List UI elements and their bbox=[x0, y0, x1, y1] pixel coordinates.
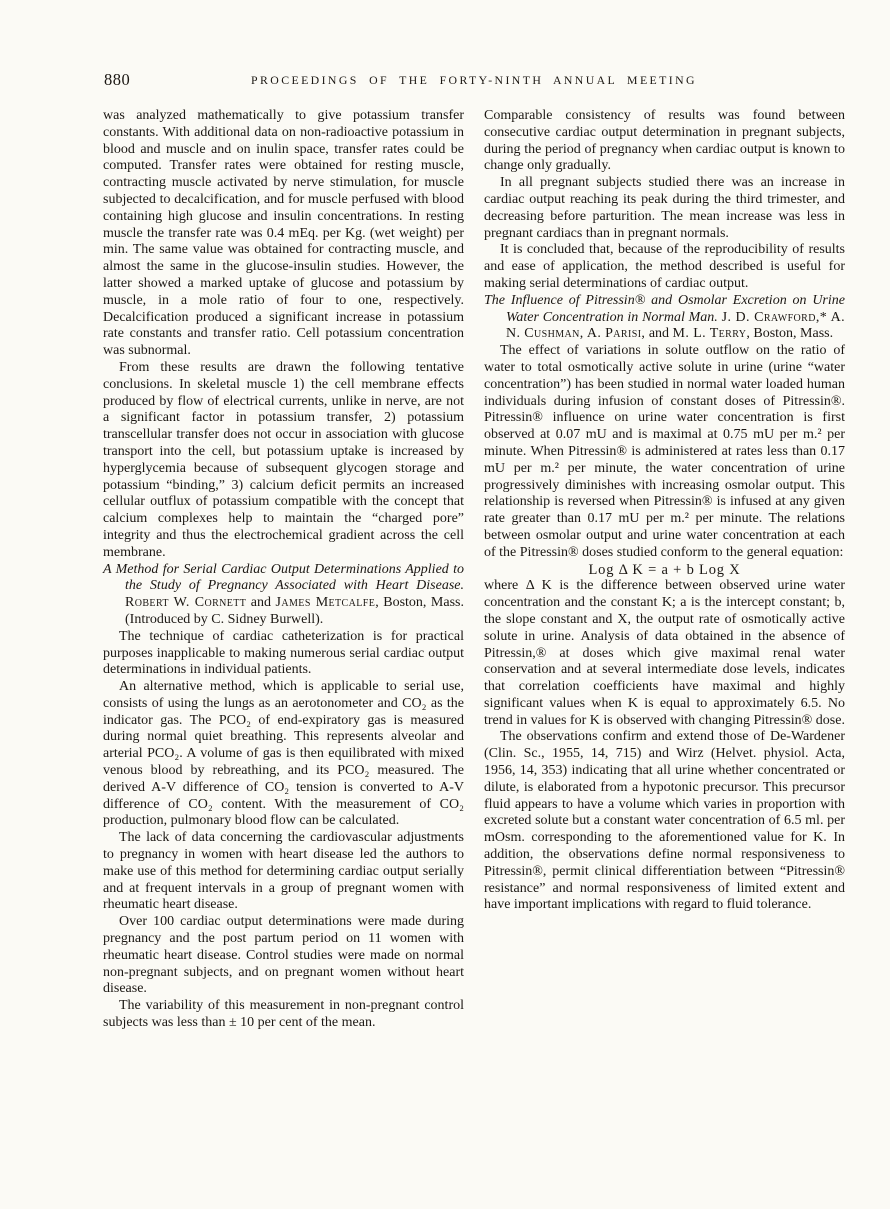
abstract-paragraph: In all pregnant subjects studied there was an increase in cardiac output reaching its peak during the third trimester, and decreasing before parturition. The mean increase was less in pregnant cardiacs than in pregnant normals. bbox=[484, 175, 845, 241]
abstract-title: A Method for Serial Cardiac Output Determinations Applied to the Study of Pregnancy Associated with Heart Disease. bbox=[103, 561, 464, 594]
author-name: Robert W. Cornett bbox=[125, 595, 247, 611]
running-head: PROCEEDINGS OF THE FORTY-NINTH ANNUAL MEETING bbox=[251, 73, 697, 87]
abstract-paragraph: From these results are drawn the following tentative conclusions. In skeletal muscle 1) the cell membrane effects produced by flow of electrical currents, unlike in nerve, are not a significant factor in potassium transfer, 2) potassium transcellular transfer does not occur in association with glucose transport into the cell, but potassium uptake is increased by hyperglycemia because of subsequent glycogen storage and potassium “binding,” 3) calcium deficit permits an increased cellular outflux of potassium compatible with the concept that calcium complexes help to maintain the “charged pore” integrity and thus the electrochemical gradient across the cell membrane. bbox=[103, 359, 464, 560]
abstract-paragraph: The observations confirm and extend those of De-Wardener (Clin. Sc., 1955, 14, 715) and Wirz (Helvet. physiol. Acta, 1956, 14, 353) indicating that all urine whether concentrated or dilute, is elaborated from a hypotonic precursor. This precursor fluid appears to have a volume which varies in proportion with excreted solute but a constant water concentration of 6.5 ml. per mOsm. corresponding to the aforementioned value for K. In addition, the observations define normal responsiveness to Pitressin®, permit clinical differentiation between “Pitressin® resistance” and normal responsiveness of limited extent and have important implications with regard to fluid tolerance. bbox=[484, 729, 845, 913]
author-name: James Metcalfe bbox=[275, 595, 376, 611]
abstract-paragraph: The lack of data concerning the cardiovascular adjustments to pregnancy in women with heart disease led the authors to make use of this method for determining cardiac output serially and at frequent intervals in a group of pregnant women with rheumatic heart disease. bbox=[103, 830, 464, 913]
abstract-paragraph: The effect of variations in solute outflow on the ratio of water to total osmotically active solute in urine (urine “water concentration”) has been studied in normal water loaded human individuals during infusion of constant doses of Pitressin®. Pitressin® influence on urine water concentration is first observed at 0.07 mU and is maximal at 0.75 mU per m.² per minute. When Pitressin® is administered at rates less than 0.17 mU per m.² per minute, the water concentration of urine progressively diminishes with increasing osmolar output. This relationship is reversed when Pitressin® is infused at any given rate greater than 0.17 mU per m.² per minute. The relations between osmolar output and urine water concentration at each of the Pitressin® doses studied conform to the general equation: bbox=[484, 343, 845, 560]
abstract-paragraph: Over 100 cardiac output determinations were made during pregnancy and the post partum period on 11 women with rheumatic heart disease. Control studies were made on normal non-pregnant subjects, and on pregnant women without heart disease. bbox=[103, 914, 464, 997]
abstract-title: The Influence of Pitressin® and Osmolar Excretion on Urine Water Concentration in Normal Man. bbox=[484, 292, 845, 325]
abstract-paragraph: where Δ K is the difference between observed urine water concentration and the constant K; a is the intercept constant; b, the slope constant and X, the output rate of osmotically active solute in urine. Analysis of data obtained in the absence of Pitressin,® at doses which give maximal renal water conservation and at several intermediate dose levels, indicates that correlation coefficients have maximal and highly significant values when K is equal to approximately 6.5. No trend in values for K is observed with changing Pitressin® dose. bbox=[484, 578, 845, 728]
abstract-paragraph: The technique of cardiac catheterization is for practical purposes inapplicable to making numerous serial cardiac output determinations in individual patients. bbox=[103, 628, 464, 678]
author-name: M. L. Terry bbox=[672, 326, 747, 342]
author-affiliation: , Boston, Mass. bbox=[746, 326, 834, 342]
equation: Log Δ K = a + b Log X bbox=[588, 561, 741, 578]
page-header bbox=[103, 70, 845, 92]
abstract-paragraph: Comparable consistency of results was found between consecutive cardiac output determination in pregnant subjects, during the period of pregnancy when cardiac output is known to change only gradually. bbox=[484, 108, 845, 174]
scanned-page bbox=[103, 70, 845, 1032]
author-affiliation: , Boston, Mass. (Introduced by C. Sidney Burwell). bbox=[125, 595, 464, 627]
abstract-paragraph: It is concluded that, because of the reproducibility of results and ease of application, the method described is useful for making serial determinations of cardiac output. bbox=[484, 242, 845, 291]
abstract-paragraph: The variability of this measurement in non-pregnant control subjects was less than ± 10 per cent of the mean. bbox=[103, 998, 464, 1031]
abstract-heading bbox=[484, 293, 845, 343]
author-conjunction: and bbox=[645, 326, 673, 342]
right-column bbox=[484, 108, 845, 1032]
abstract-heading bbox=[103, 562, 464, 629]
abstract-paragraph: was analyzed mathematically to give potassium transfer constants. With additional data on non-radioactive potassium in blood and muscle and on inulin space, transfer rates could be computed. Transfer rates were obtained for resting muscle, contracting muscle activated by nerve stimulation, for muscle subjected to decalcification, and for muscle perfused with blood containing high glucose and insulin concentrations. In resting muscle the transfer rate was 0.4 mEq. per Kg. (wet weight) per min. The same value was obtained for contracting muscle, and almost the same in the glucose-insulin studies. However, the latter showed a marked uptake of glucose and potassium by muscle, in a mole ratio of four to one, respectively. Decalcification produced a significant increase in potassium rate constants and transfer ratio. Cell potassium concentration was subnormal. bbox=[103, 108, 464, 359]
two-column-body bbox=[103, 108, 845, 1032]
author-conjunction: and bbox=[246, 595, 276, 611]
abstract-paragraph: An alternative method, which is applicable to serial use, consists of using the lungs as an aerotonometer and CO₂ as the indicator gas. The PCO₂ of end-expiratory gas is measured during normal quiet breathing. This represents alveolar and arterial PCO₂. A volume of gas is then equilibrated with mixed venous blood by rebreathing, and its PCO₂ measured. The derived A-V difference of CO₂ tension is converted to A-V difference of CO₂ content. With the measurement of CO₂ production, pulmonary blood flow can be calculated. bbox=[103, 679, 464, 829]
author-name: J. D. Crawford,* A. N. Cushman, A. Parisi, bbox=[506, 309, 845, 342]
left-column bbox=[103, 108, 464, 1032]
page-number: 880 bbox=[104, 70, 131, 89]
